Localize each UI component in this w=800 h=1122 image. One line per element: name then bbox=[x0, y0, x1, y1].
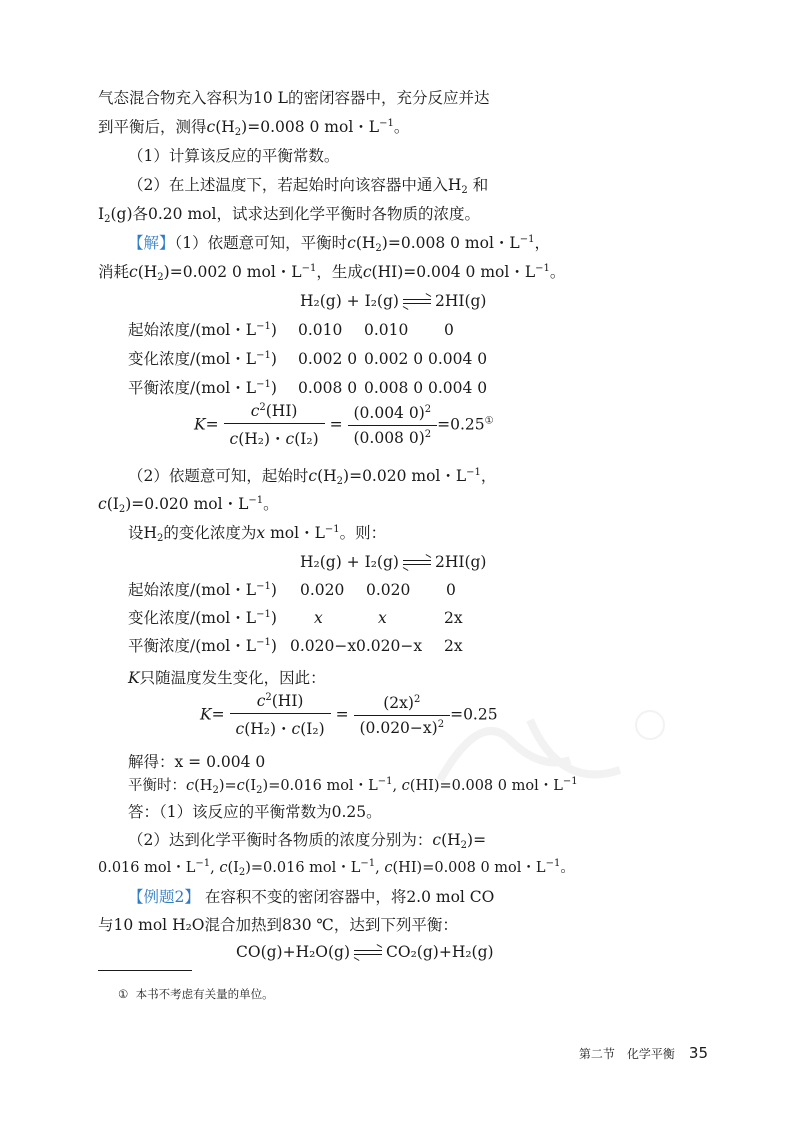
table-cell: 0.020 bbox=[300, 581, 345, 599]
example-label: 【例题2】 bbox=[128, 888, 200, 906]
text-line: 解得：x = 0.004 0 bbox=[128, 753, 266, 771]
question-1: （1）计算该反应的平衡常数。 bbox=[128, 147, 340, 165]
text-line: 消耗$c(H_2)=0.002$ 0 mol・$L^{-1}$，生成c(HI)=0.004 0 mol・$L^{-1}$。 bbox=[98, 263, 566, 283]
table-cell: 2x bbox=[444, 609, 463, 627]
table-cell: 0.004 0 bbox=[428, 350, 488, 368]
text-line: 平衡时：$c(H_2)=c(I_2)=0.016$ mol・$L^{-1}$, c(HI)=0.008 0 mol・$L^{-1}$ bbox=[128, 776, 578, 796]
equilibrium-arrow-icon bbox=[403, 558, 431, 568]
text-line: 气态混合物充入容积为10 L的密闭容器中，充分反应并达 bbox=[98, 89, 490, 107]
table-cell: 0.008 0 bbox=[298, 379, 358, 397]
equilibrium-arrow-icon bbox=[403, 297, 431, 307]
table-cell: x bbox=[378, 609, 387, 627]
text-line: （2）依题意可知，起始时$c(H_2)=0.020$ mol・$L^{-1}$， bbox=[128, 467, 497, 487]
section-title: 第二节 化学平衡 bbox=[578, 1047, 675, 1061]
answer-line: 答：（1）该反应的平衡常数为0.25。 bbox=[128, 803, 382, 821]
table-cell: 0.010 bbox=[298, 321, 343, 339]
reaction-equation: H₂(g) + I₂(g) 2HI(g) bbox=[300, 292, 487, 310]
row-label: 变化浓度/(mol・$L^{-1}$) bbox=[128, 609, 277, 627]
equilibrium-constant-formula: K= $\frac{c^2(HI)}{\text{c(H₂)・c(I₂)}}$ = $\frac{(0.004 0)^2}{(0.008 0)^2}$ =0.25① bbox=[194, 402, 494, 448]
text-line: 0.016 mol・$L^{-1}$, $c(I_2)=0.016$ mol・$L^{-1}$, c(HI)=0.008 0 mol・$L^{-1}$。 bbox=[98, 858, 575, 878]
table-cell: 0.002 0 bbox=[298, 350, 358, 368]
equilibrium-arrow-icon bbox=[354, 948, 382, 958]
table-cell: 0 bbox=[444, 321, 454, 339]
footnote-divider bbox=[98, 970, 192, 971]
row-label: 平衡浓度/(mol・$L^{-1}$) bbox=[128, 637, 277, 655]
footnote-marker: ① bbox=[484, 415, 494, 427]
table-cell: x bbox=[314, 609, 323, 627]
question-2: （2）在上述温度下，若起始时向该容器中通入$H_2$ 和 bbox=[128, 176, 489, 196]
page-number: 35 bbox=[688, 1044, 708, 1062]
solution-line: 【解】（1）依题意可知，平衡时$c(H_2)=0.008$ 0 mol・$L^{-1}$， bbox=[128, 234, 550, 254]
table-cell: 0.002 0 bbox=[364, 350, 424, 368]
table-cell: 0.010 bbox=[364, 321, 409, 339]
row-label: 起始浓度/(mol・$L^{-1}$) bbox=[128, 581, 277, 599]
table-cell: 0 bbox=[446, 581, 456, 599]
table-cell: 0.004 0 bbox=[428, 379, 488, 397]
text-line: 设$H_2$的变化浓度为x mol・$L^{-1}$。则： bbox=[128, 524, 387, 544]
text-line: K只随温度发生变化，因此： bbox=[128, 669, 326, 687]
reaction-equation: H₂(g) + I₂(g) 2HI(g) bbox=[300, 553, 487, 571]
page-footer bbox=[579, 1044, 708, 1062]
row-label: 变化浓度/(mol・$L^{-1}$) bbox=[128, 350, 277, 368]
table-cell: 0.020−x bbox=[356, 637, 423, 655]
solution-label: 【解】 bbox=[128, 234, 175, 252]
table-cell: 0.008 0 bbox=[364, 379, 424, 397]
text-line: $c(I_2)=0.020$ mol・$L^{-1}$。 bbox=[98, 495, 279, 515]
table-cell: 0.020−x bbox=[290, 637, 357, 655]
example-2-line: 【例题2】 在容积不变的密闭容器中，将2.0 mol CO bbox=[128, 888, 495, 906]
equilibrium-constant-formula: K= $\frac{c^2(HI)}{\text{c(H₂)・c(I₂)}}$ = $\frac{(2x)^2}{(0.020-x)^2}$ =0.25 bbox=[200, 692, 498, 738]
answer-line: （2）达到化学平衡时各物质的浓度分别为：$c(H_2)=$ bbox=[128, 831, 487, 851]
text-line: 与10 mol H₂O混合加热到830 ℃，达到下列平衡： bbox=[98, 916, 458, 934]
table-cell: 2x bbox=[444, 637, 463, 655]
text-line: 到平衡后，测得$c(H_2)=0.008$ 0 mol・$L^{-1}$。 bbox=[98, 118, 410, 138]
reaction-equation: CO(g)+H₂O(g) CO₂(g)+H₂(g) bbox=[236, 943, 494, 961]
row-label: 起始浓度/(mol・$L^{-1}$) bbox=[128, 321, 277, 339]
row-label: 平衡浓度/(mol・$L^{-1}$) bbox=[128, 379, 277, 397]
text-line: $I_2(g)$各0.20 mol，试求达到化学平衡时各物质的浓度。 bbox=[98, 205, 480, 225]
table-cell: 0.020 bbox=[366, 581, 411, 599]
footnote: ① 本书不考虑有关量的单位。 bbox=[118, 987, 274, 1001]
